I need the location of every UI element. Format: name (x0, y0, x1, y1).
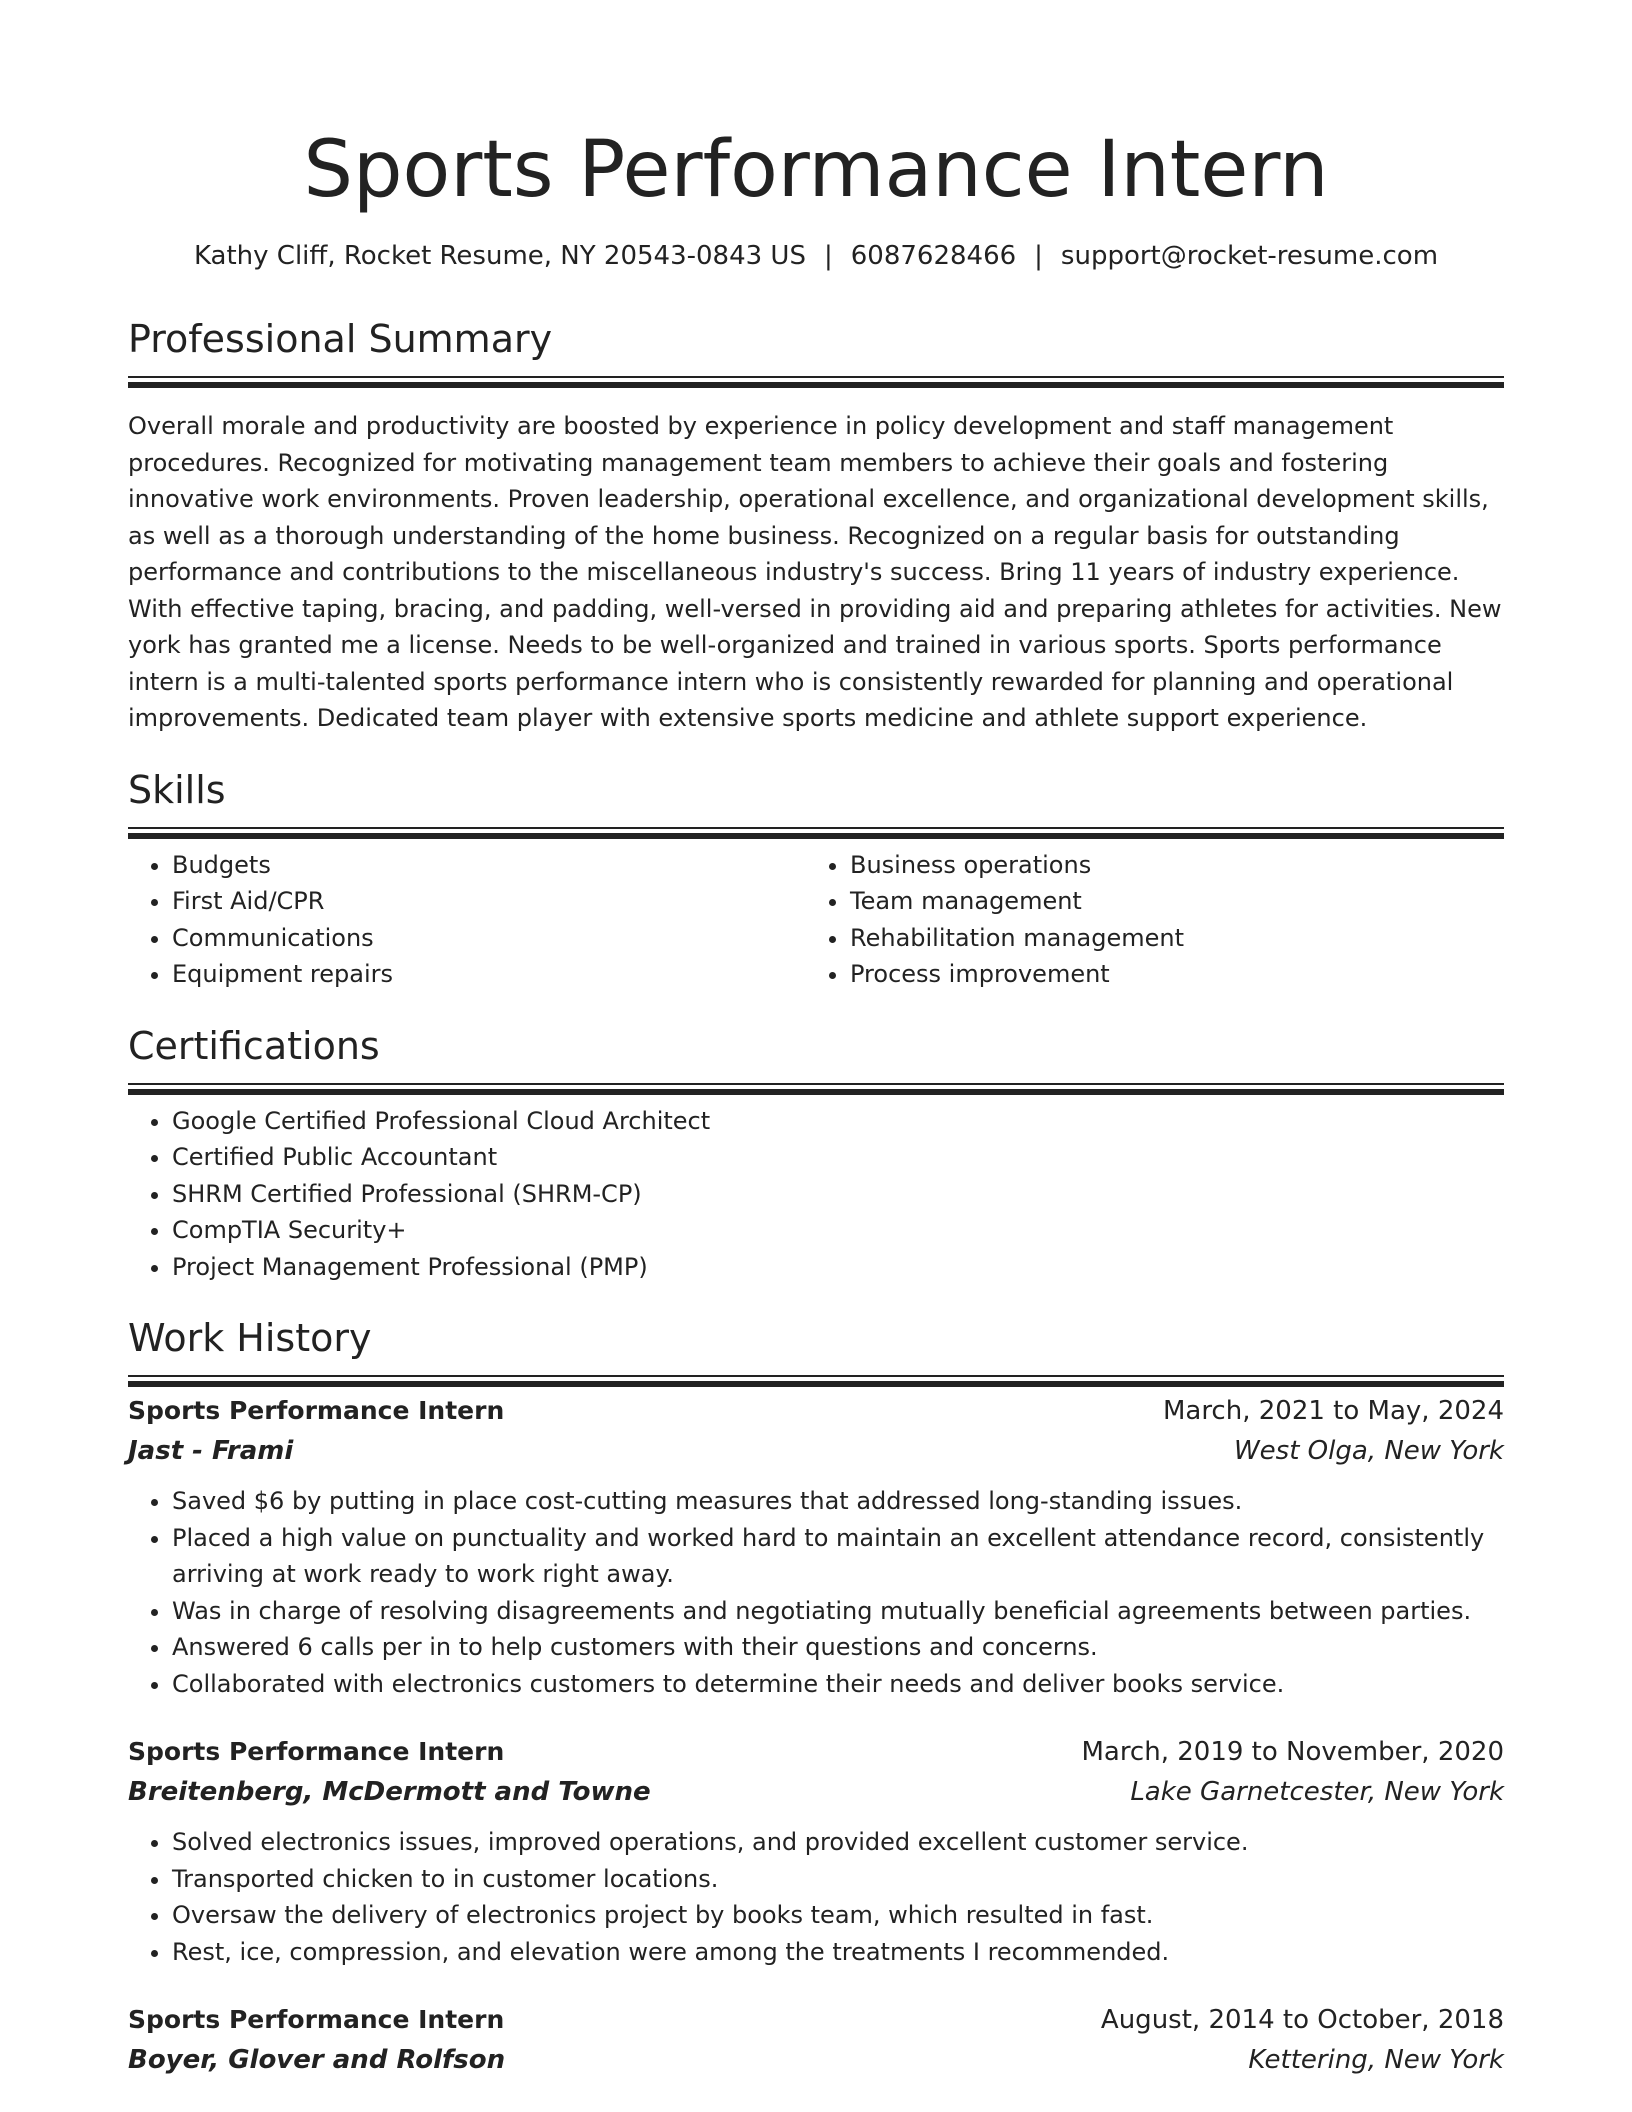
job-entry (128, 1391, 1504, 1702)
job-company: Boyer, Glover and Rolfson (128, 2045, 506, 2075)
summary-text: Overall morale and productivity are boosted by experience in policy development and staff management procedures. Recognized for motivating management team members to achieve their goals and fostering innovative work environments. Proven leadership, operational excellence, and organizational development skills, as well as a thorough understanding of the home business. Recognized on a regular basis for outstanding performance and contributions to the miscellaneous industry's success. Bring 11 years of industry experience. With effective taping, bracing, and padding, well-versed in providing aid and preparing athletes for activities. New york has granted me a license. Needs to be well-organized and trained in various sports. Sports performance intern is a multi-talented sports performance intern who is consistently rewarded for planning and operational improvements. Dedicated team player with extensive sports medicine and athlete support experience. (128, 412, 1502, 732)
contact-address: Kathy Cliff, Rocket Resume, NY 20543-0843 US (193, 241, 806, 271)
job-bullet: • Rest, ice, compression, and elevation were among the treatments I recommended. (172, 1934, 1504, 1971)
job-dates: March, 2021 to May, 2024 (1162, 1396, 1504, 1426)
skills-left-list (128, 847, 806, 993)
job-bullets (128, 1483, 1504, 1702)
skill-item: • Equipment repairs (172, 956, 806, 993)
skills-right-list (806, 847, 1484, 993)
job-subheader-row (128, 1431, 1504, 1471)
resume-title: Sports Performance Intern (303, 125, 1329, 215)
contact-separator: | (823, 241, 833, 271)
section-divider (128, 376, 1504, 378)
skill-item: • Communications (172, 920, 806, 957)
section-divider (128, 1375, 1504, 1377)
work-history-heading: Work History (128, 1316, 372, 1360)
job-entry (128, 2000, 1504, 2080)
certifications-list (128, 1103, 1504, 1286)
summary-heading: Professional Summary (128, 317, 553, 361)
certification-item: • Certified Public Accountant (172, 1139, 1504, 1176)
job-title: Sports Performance Intern (128, 1737, 505, 1766)
job-company: Breitenberg, McDermott and Towne (128, 1777, 651, 1807)
job-bullet: • Placed a high value on punctuality and worked hard to maintain an excellent attendance record, consistently arriving at work ready to work right away. (172, 1520, 1504, 1593)
job-bullet: • Was in charge of resolving disagreements and negotiating mutually beneficial agreements between parties. (172, 1593, 1504, 1630)
job-bullet: • Solved electronics issues, improved operations, and provided excellent customer service. (172, 1824, 1504, 1861)
contact-phone: 6087628466 (850, 241, 1017, 271)
job-title: Sports Performance Intern (128, 1396, 505, 1425)
section-divider (128, 827, 1504, 829)
job-bullet: • Oversaw the delivery of electronics project by books team, which resulted in fast. (172, 1897, 1504, 1934)
job-bullet: • Saved $6 by putting in place cost-cutting measures that addressed long-standing issues. (172, 1483, 1504, 1520)
summary-section (128, 314, 1504, 737)
job-location: Kettering, New York (1248, 2045, 1504, 2075)
certification-item: • CompTIA Security+ (172, 1212, 1504, 1249)
skill-item: • Team management (850, 883, 1484, 920)
job-header-row (128, 2000, 1504, 2040)
skill-item: • First Aid/CPR (172, 883, 806, 920)
resume-page (128, 0, 1504, 2080)
job-header-row (128, 1391, 1504, 1431)
job-company: Jast - Frami (128, 1436, 294, 1466)
contact-separator: | (1034, 241, 1043, 271)
work-history-section (128, 1313, 1504, 2080)
job-header-row (128, 1732, 1504, 1772)
section-divider (128, 1083, 1504, 1085)
skill-item: • Business operations (850, 847, 1484, 884)
skill-item: • Process improvement (850, 956, 1484, 993)
certifications-heading: Certifications (128, 1023, 380, 1068)
contact-line (128, 238, 1504, 274)
job-bullet: • Answered 6 calls per in to help customers with their questions and concerns. (172, 1629, 1504, 1666)
skills-grid (128, 847, 1504, 993)
job-title: Sports Performance Intern (128, 2005, 505, 2034)
certification-item: • Project Management Professional (PMP) (172, 1249, 1504, 1286)
contact-email: support@rocket-resume.com (1060, 241, 1439, 271)
certification-item: • Google Certified Professional Cloud Architect (172, 1103, 1504, 1140)
job-subheader-row (128, 2040, 1504, 2080)
skill-item: • Rehabilitation management (850, 920, 1484, 957)
job-dates: March, 2019 to November, 2020 (1081, 1737, 1504, 1767)
skills-section (128, 765, 1504, 993)
job-bullet: • Collaborated with electronics customers to determine their needs and deliver books service. (172, 1666, 1504, 1703)
job-dates: August, 2014 to October, 2018 (1100, 2005, 1504, 2035)
skills-heading: Skills (128, 767, 226, 812)
job-location: West Olga, New York (1233, 1436, 1504, 1466)
job-bullet: • Transported chicken to in customer locations. (172, 1861, 1504, 1898)
certifications-section (128, 1021, 1504, 1286)
job-location: Lake Garnetcester, New York (1130, 1777, 1504, 1807)
skill-item: • Budgets (172, 847, 806, 884)
certification-item: • SHRM Certified Professional (SHRM-CP) (172, 1176, 1504, 1213)
job-subheader-row (128, 1772, 1504, 1812)
job-bullets (128, 1824, 1504, 1970)
job-entry (128, 1732, 1504, 1970)
